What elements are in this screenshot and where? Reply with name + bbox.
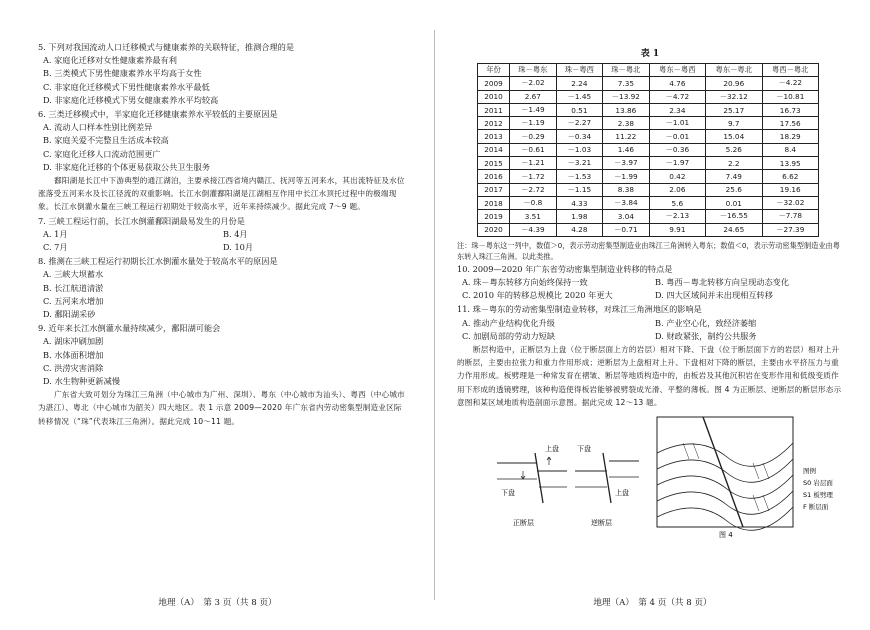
q5-option-d: D. 非家庭化迁移模式下男女健康素养水平均较高 [43,94,219,105]
header-year: 年份 [478,64,510,77]
table-row [478,170,819,183]
table-row [478,143,819,156]
q7-option-b: B. 4月 [223,228,248,239]
table-cell-value: 17.56 [762,117,819,130]
passage-poyang: 鄱阳湖是长江中下游典型的通江湖泊，主要承接江西省境内赣江、抚河等五河来水，其出流特征及水位涨落受五河来水及长江径流的双重影响。长江水倒灌鄱阳湖是江湖相互作用中长江水顶托过程中的极端现象。长江水倒灌水量在三峡工程运行初期处于较高水平，近年来持续减少。据此完成 7～9 题。 [38,176,405,212]
table-cell-year: 2016 [478,170,510,183]
geologic-section [657,417,793,539]
table-cell-value: －1.53 [556,170,603,183]
legend-title: 图例 [803,467,816,476]
header-zhu-yuedong: 珠－粤东 [510,64,557,77]
table-cell-value: 0.42 [649,170,705,183]
table-cell-value: －1.21 [510,157,557,170]
table-cell-value: 7.35 [603,77,650,90]
table-cell-value: 20.96 [706,77,762,90]
header-yuexi-yuebei: 粤西－粤北 [762,64,819,77]
table-cell-value: 13.95 [762,157,819,170]
table-cell-value: 18.29 [762,130,819,143]
q9-option-a: A. 湖床冲刷加剧 [43,336,104,347]
table-row [478,183,819,196]
table-cell-value: －1.99 [603,170,650,183]
table-cell-year: 2009 [478,77,510,90]
table-row [478,117,819,130]
table-cell-value: －1.03 [556,143,603,156]
table-cell-year: 2011 [478,103,510,116]
right-column [457,46,843,539]
page-footer-right: 地理（A） 第 4 页（共 8 页） [593,598,712,608]
table-cell-value: －0.36 [649,143,705,156]
q11-option-b: B. 产业空心化，致经济萎缩 [655,317,757,328]
table-cell-value: 6.62 [762,170,819,183]
q11-option-a: A. 推动产业结构优化升级 [462,317,555,328]
table-cell-value: －1.97 [649,157,705,170]
figure-4 [457,413,843,539]
table-cell-value: －3.84 [603,196,650,209]
page-4 [435,0,870,630]
table-cell-value: 7.49 [706,170,762,183]
q5-option-b: B. 三类模式下男性健康素养水平均高于女性 [43,68,202,79]
header-yuedong-yuebei: 粤东－粤北 [706,64,762,77]
q8-option-d: D. 鄱阳湖采砂 [43,309,96,320]
q6-option-c: C. 家庭化迁移人口流动范围更广 [43,148,161,159]
table-cell-value: 4.76 [649,77,705,90]
question-8-stem: 8. 推测在三峡工程运行初期长江水倒灌水量处于较高水平的原因是 [38,256,278,267]
figure-caption: 图 4 [719,531,733,540]
q8-option-b: B. 长江航道清淤 [43,282,104,293]
table-cell-value: －32.12 [706,90,762,103]
table-cell-value: －0.34 [556,130,603,143]
table-cell-year: 2020 [478,223,510,236]
table-cell-value: 2.38 [603,117,650,130]
table-row [478,196,819,209]
q11-option-d: D. 财政紧张，制约公共服务 [655,330,757,341]
table-row [478,157,819,170]
q10-option-b: B. 粤西－粤北转移方向呈现动态变化 [655,277,790,288]
table-cell-value: 4.28 [556,223,603,236]
q9-option-c: C. 洪涝灾害消除 [43,362,104,373]
normal-lower-label: 下盘 [501,489,515,498]
table-cell-value: －4.39 [510,223,557,236]
table-cell-value: 19.16 [762,183,819,196]
transfer-table [477,63,819,237]
table-cell-value: －2.02 [510,77,557,90]
table-cell-value: －0.71 [603,223,650,236]
q9-option-b: B. 水体面积增加 [43,349,104,360]
table-cell-year: 2012 [478,117,510,130]
table-cell-value: 2.06 [649,183,705,196]
table-cell-value: －0.8 [510,196,557,209]
table-cell-value: －2.13 [649,210,705,223]
table-cell-value: 13.86 [603,103,650,116]
q5-option-a: A. 家庭化迁移对女性健康素养最有利 [43,55,177,66]
table-row [478,103,819,116]
passage-fault: 断层构造中，正断层为上盘（位于断层面上方的岩层）相对下降、下盘（位于断层面下方的岩层）相对上升的断层，主要由拉张力和重力作用形成；逆断层为上盘相对上升、下盘相对下降的断层，主要由水平挤压力与重力作用形成。板劈理是一种常发育在褶皱、断层等地质构造中的，由板岩及其他沉积岩在变形作用和低级变质作用下形成的透镜劈理，该种构造使得板岩能够被劈裂成光滑、平整的薄板。图 4 为正断层、逆断层的断层形态示意图和某区域地质构造剖面示意图。据此完成 12～13 题。 [457,345,842,407]
table-cell-value: 5.6 [649,196,705,209]
header-yuedong-yuexi: 粤东－粤西 [649,64,705,77]
table-cell-year: 2010 [478,90,510,103]
table-cell-value: －1.49 [510,103,557,116]
table-cell-year: 2013 [478,130,510,143]
table-row [478,90,819,103]
table-cell-value: 3.04 [603,210,650,223]
table-cell-value: －1.72 [510,170,557,183]
reverse-fault-label: 逆断层 [591,519,612,528]
question-7-stem: 7. 三峡工程运行前，长江水倒灌鄱阳湖最易发生的月份是 [38,215,245,226]
table-cell-year: 2018 [478,196,510,209]
q7-option-d: D. 10月 [223,242,254,253]
table-cell-value: －3.21 [556,157,603,170]
q9-option-d: D. 水生物种更新减慢 [43,376,120,387]
fault-diagrams [457,413,843,539]
table-row [478,223,819,236]
header-zhu-yuebei: 珠－粤北 [603,64,650,77]
table-cell-value: 2.34 [649,103,705,116]
table-cell-value: －1.45 [556,90,603,103]
table-cell-value: －7.78 [762,210,819,223]
table-cell-value: －2.27 [556,117,603,130]
table-cell-value: 16.73 [762,103,819,116]
page-footer-left: 地理（A） 第 3 页（共 8 页） [158,598,277,608]
q10-option-d: D. 四大区域间并未出现相互转移 [655,290,773,301]
table-cell-value: －13.92 [603,90,650,103]
table-cell-value: 1.46 [603,143,650,156]
table-cell-value: 1.98 [556,210,603,223]
table-cell-value: 2.24 [556,77,603,90]
table-cell-year: 2015 [478,157,510,170]
q10-option-a: A. 珠－粤东转移方向始终保持一致 [462,277,588,288]
question-6-stem: 6. 三类迁移模式中，半家庭化迁移健康素养水平较低的主要原因是 [38,109,278,120]
table-body [478,77,819,237]
table-note: 注：珠－粤东这一列中，数值＞0，表示劳动密集型制造业由珠江三角洲转入粤东；数值＜0，表示劳动密集型制造业由粤东转入珠江三角洲。以此类推。 [457,240,840,261]
table-cell-value: －0.01 [649,130,705,143]
table-cell-value: －4.72 [649,90,705,103]
q6-option-b: B. 家庭关爱不完整且生活成本较高 [43,135,169,146]
legend-item-s1: S1 板劈理 [803,491,833,500]
normal-upper-label: 上盘 [545,445,559,454]
table-cell-value: 11.22 [603,130,650,143]
table-row [478,77,819,90]
table-cell-year: 2014 [478,143,510,156]
reverse-upper-label: 上盘 [615,489,629,498]
table-cell-value: 3.51 [510,210,557,223]
table-cell-value: －2.72 [510,183,557,196]
q7-option-a: A. 1月 [43,228,68,239]
q7-option-c: C. 7月 [43,242,68,253]
table-row [478,130,819,143]
q6-option-d: D. 非家庭化迁移的个体更易获取公共卫生服务 [43,161,211,172]
normal-fault-label: 正断层 [513,519,534,528]
left-column [38,40,408,428]
table-row [478,210,819,223]
table-cell-value: －0.61 [510,143,557,156]
table-cell-value: 15.04 [706,130,762,143]
q11-option-c: C. 加剧局部的劳动力短缺 [462,330,556,341]
table-cell-value: 25.6 [706,183,762,196]
table-cell-value: 24.65 [706,223,762,236]
table-cell-value: 0.01 [706,196,762,209]
table-cell-year: 2017 [478,183,510,196]
table-title: 表 1 [640,49,660,59]
table-cell-value: －27.39 [762,223,819,236]
table-cell-value: －1.19 [510,117,557,130]
q5-option-c: C. 非家庭化迁移模式下男性健康素养水平最低 [43,81,210,92]
table-cell-value: 0.51 [556,103,603,116]
table-cell-value: －4.22 [762,77,819,90]
question-10-stem: 10. 2009—2020 年广东省劳动密集型制造业转移的特点是 [457,263,673,274]
header-zhu-yuexi: 珠－粤西 [556,64,603,77]
passage-guangdong: 广东省大致可划分为珠江三角洲（中心城市为广州、深圳）、粤东（中心城市为汕头）、粤西（中心城市为湛江）、粤北（中心城市为韶关）四大地区。表 1 示意 2009—2020 年广东省内劳动密集型制造业区际转移情况（“珠”代表珠江三角洲）。据此完成 10～11 题。 [38,390,405,426]
table-cell-value: 8.4 [762,143,819,156]
table-cell-value: 9.7 [706,117,762,130]
table-cell-value: 4.33 [556,196,603,209]
q8-option-c: C. 五河来水增加 [43,295,104,306]
table-cell-value: －3.97 [603,157,650,170]
table-header-row [478,64,819,77]
q10-option-c: C. 2010 年的转移总规模比 2020 年更大 [462,290,613,301]
legend-item-f: F 断层面 [803,503,829,512]
question-11-stem: 11. 珠－粤东的劳动密集型制造业转移，对珠江三角洲地区的影响是 [457,304,702,315]
question-9-stem: 9. 近年来长江水倒灌水量持续减少，鄱阳湖可能会 [38,323,221,334]
table-cell-value: 5.26 [706,143,762,156]
table-cell-value: －1.15 [556,183,603,196]
legend-item-s0: S0 岩层面 [803,479,833,488]
table-cell-value: －10.81 [762,90,819,103]
figure-legend [803,466,833,511]
table-cell-value: 25.17 [706,103,762,116]
question-5-stem: 5. 下列对我国流动人口迁移模式与健康素养的关联特征，推测合理的是 [38,42,295,52]
table-cell-value: 2.2 [706,157,762,170]
table-cell-year: 2019 [478,210,510,223]
q6-option-a: A. 流动人口样本性别比例差异 [43,122,153,133]
q8-option-a: A. 三峡大坝蓄水 [43,269,104,280]
table-cell-value: －1.01 [649,117,705,130]
table-cell-value: 9.91 [649,223,705,236]
table-cell-value: －16.55 [706,210,762,223]
reverse-fault-diagram [575,444,639,527]
reverse-lower-label: 下盘 [577,445,591,454]
table-cell-value: 8.38 [603,183,650,196]
table-cell-value: 2.67 [510,90,557,103]
table-cell-value: －32.02 [762,196,819,209]
normal-fault-diagram [497,444,567,527]
table-cell-value: －0.29 [510,130,557,143]
